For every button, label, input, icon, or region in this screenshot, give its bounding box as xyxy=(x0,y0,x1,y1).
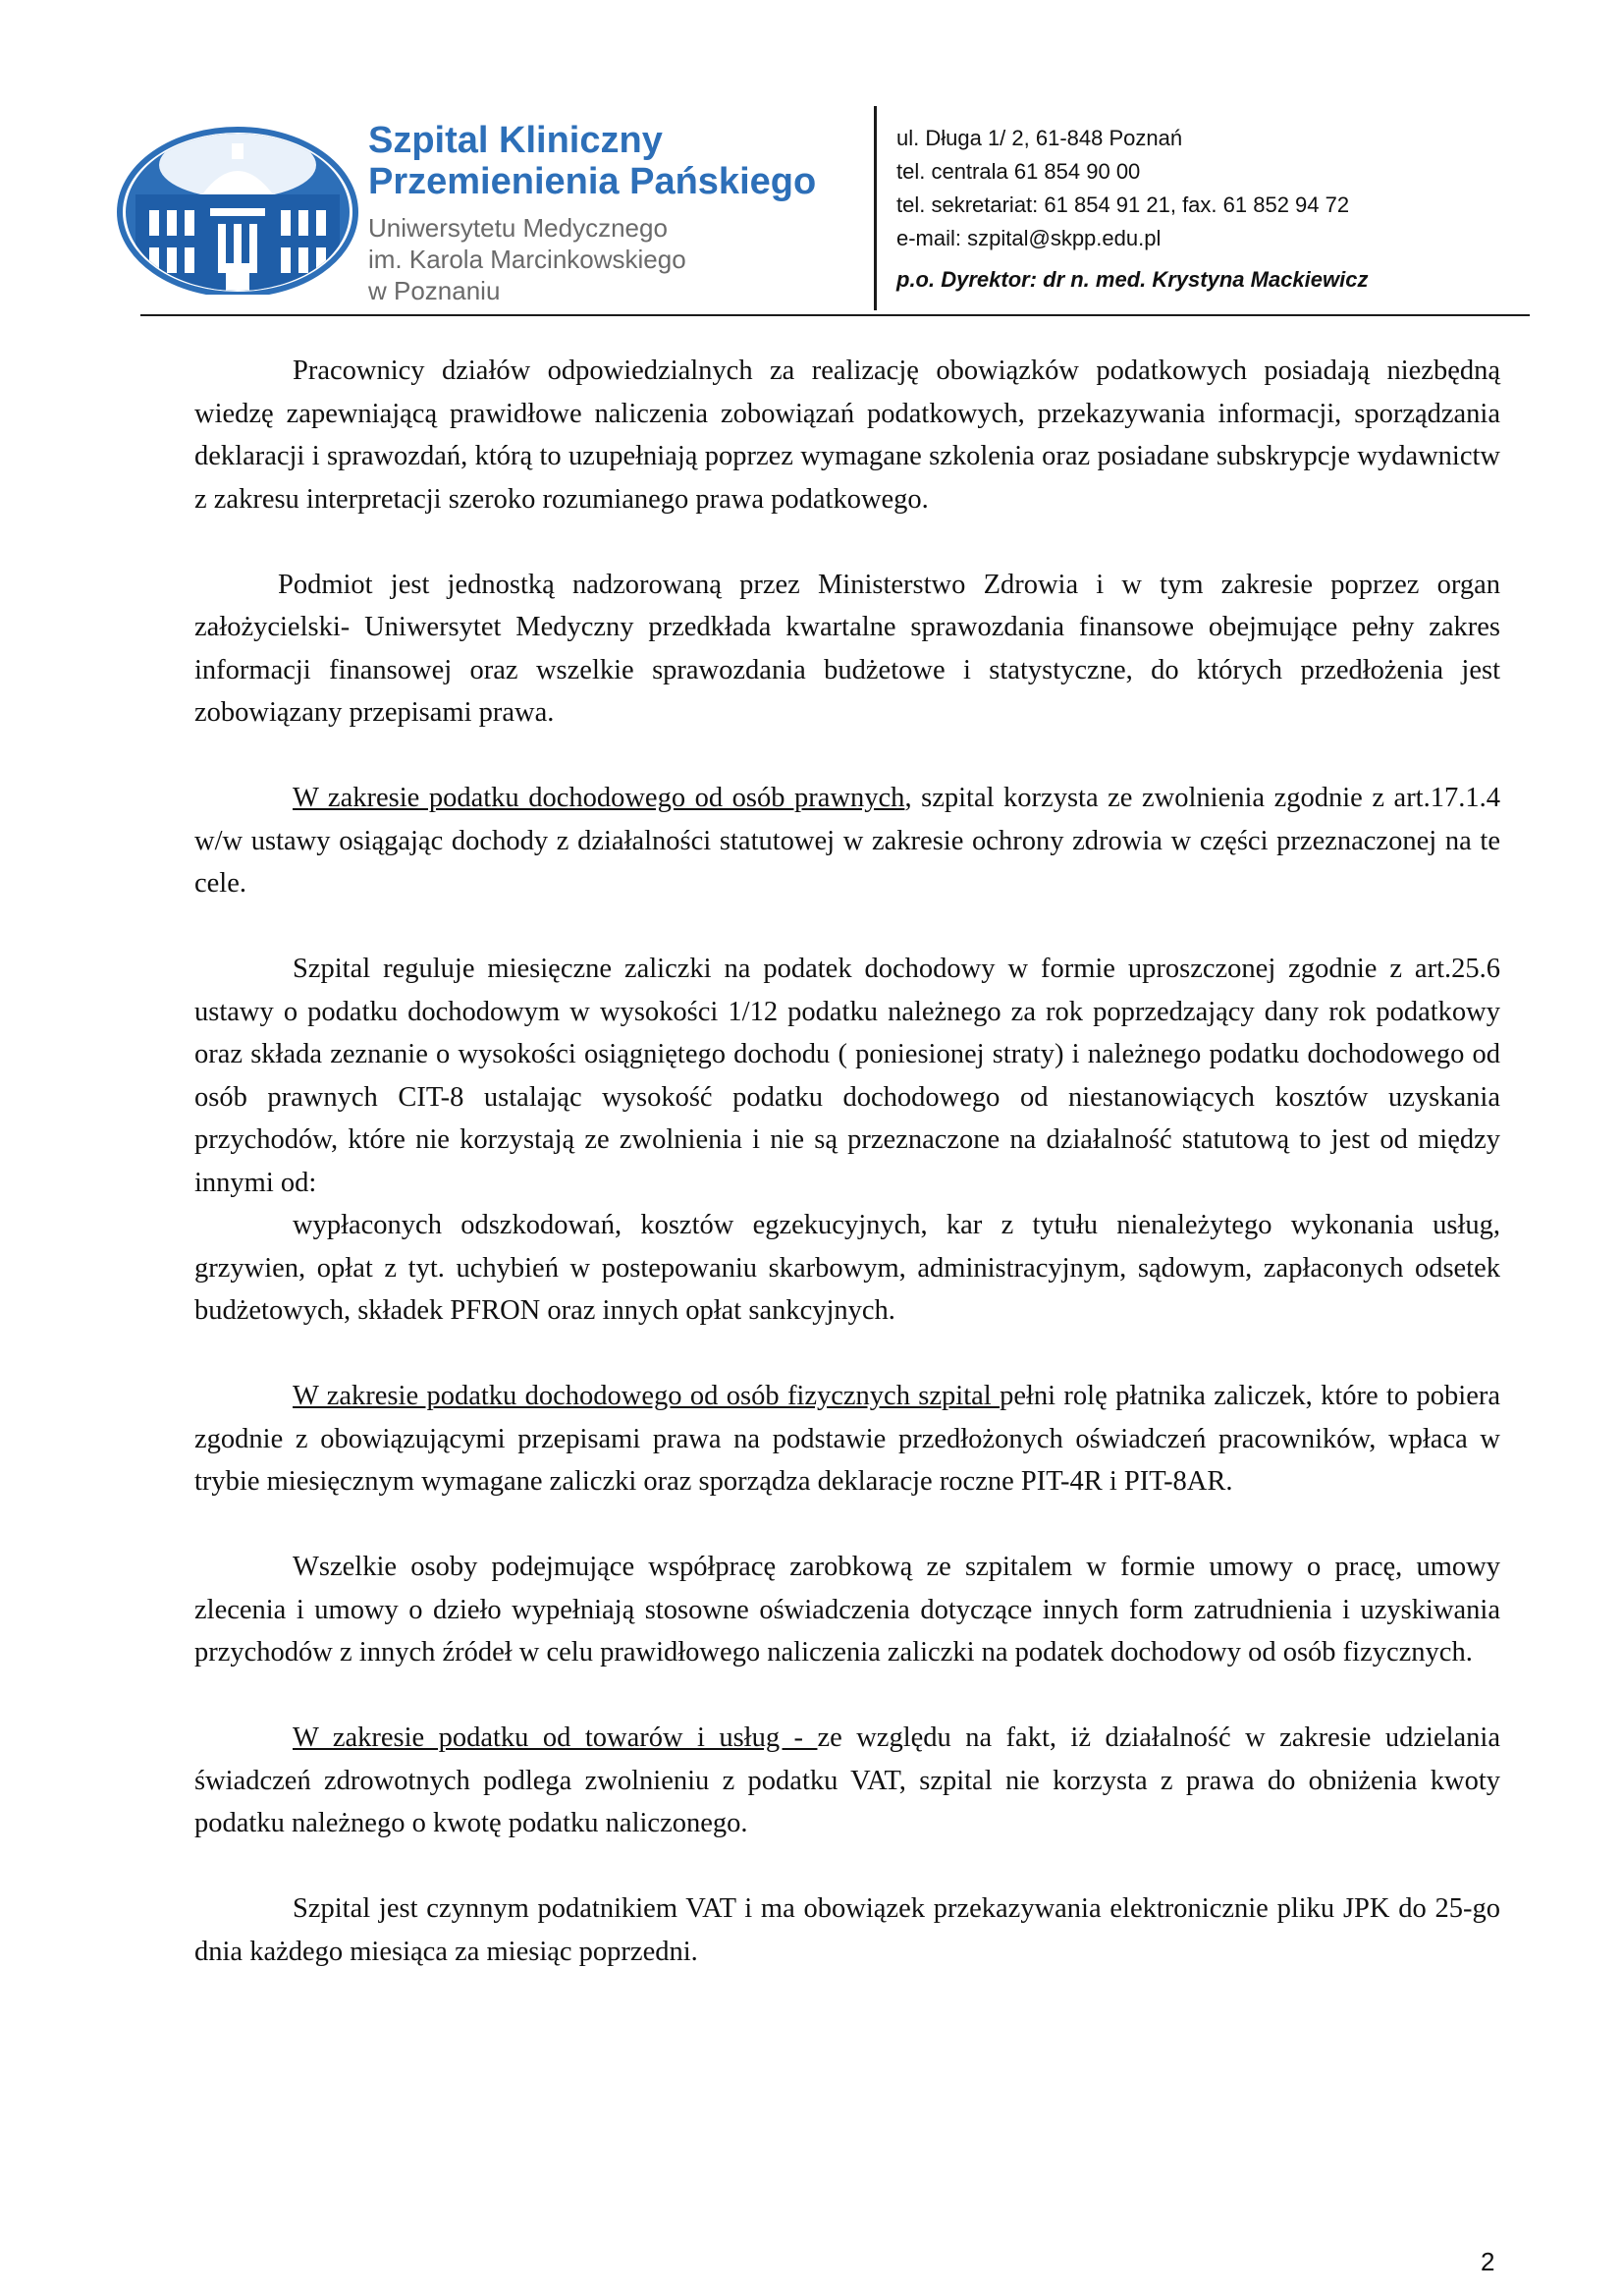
paragraph-declarations: Wszelkie osoby podejmujące współpracę zarobkową ze szpitalem w formie umowy o pracę, umowy zlecenia i umowy o dzieło wypełniają stosowne oświadczenia dotyczące innych form zatrudnienia i uzyskiwania przychodów z innych źródeł w celu prawidłowego naliczenia zaliczki na podatek dochodowy od osób fizycznych. xyxy=(194,1552,1500,1667)
contact-info xyxy=(896,122,1368,297)
page-number: 2 xyxy=(1481,2247,1495,2276)
contact-director: p.o. Dyrektor: dr n. med. Krystyna Mackiewicz xyxy=(896,267,1369,292)
contact-email: e-mail: szpital@skpp.edu.pl xyxy=(896,226,1162,250)
paragraph-pit-text: pełni rolę płatnika zaliczek, które to pobiera zgodnie z obowiązującymi przepisami prawa na podstawie przedłożonych oświadczeń pracowników, wpłaca w trybie miesięcznym wymagane zaliczki oraz sporządza deklaracje roczne PIT-4R i PIT-8AR. xyxy=(194,1381,1500,1497)
contact-address: ul. Długa 1/ 2, 61-848 Poznań xyxy=(896,126,1183,150)
underlined-heading-cit: W zakresie podatku dochodowego od osób prawnych xyxy=(293,783,905,813)
paragraph-vat-text: ze względu na fakt, iż działalność w zakresie udzielania świadczeń zdrowotnych podlega zwolnieniu z podatku VAT, szpital nie korzysta z prawa do obniżenia kwoty podatku należnego o kwotę podatku naliczonego. xyxy=(194,1722,1500,1838)
letterhead xyxy=(0,0,1623,324)
contact-secretariat: tel. sekretariat: 61 854 91 21, fax. 61 852 94 72 xyxy=(896,192,1350,217)
paragraph-nondeductible-list: wypłaconych odszkodowań, kosztów egzekucyjnych, kar z tytułu nienależytego wykonania usług, grzywien, opłat z tyt. uchybień w postepowaniu skarbowym, administracyjnym, sądowym, zapłaconych odsetek budżetowych, składek PFRON oraz innych opłat sankcyjnych. xyxy=(194,1210,1500,1326)
org-name-line1: Szpital Kliniczny xyxy=(368,120,663,161)
org-sub-line1: Uniwersytetu Medycznego xyxy=(368,213,668,243)
paragraph-pit-payer xyxy=(194,1375,1500,1503)
header-vertical-divider xyxy=(874,106,877,310)
contact-phone: tel. centrala 61 854 90 00 xyxy=(896,159,1141,184)
underlined-heading-pit: W zakresie podatku dochodowego od osób fizycznych szpital xyxy=(293,1381,1001,1411)
paragraph-jpk: Szpital jest czynnym podatnikiem VAT i ma obowiązek przekazywania elektronicznie pliku JPK do 25-go dnia każdego miesiąca za miesiąc poprzedni. xyxy=(194,1893,1500,1967)
hospital-building-emblem-icon xyxy=(116,126,359,295)
organization-name-block xyxy=(368,120,816,306)
org-name-line2: Przemienienia Pańskiego xyxy=(368,161,817,202)
paragraph-monthly-advances: Szpital reguluje miesięczne zaliczki na podatek dochodowy w formie uproszczonej zgodnie z art.25.6 ustawy o podatku dochodowym w wysokości 1/12 podatku należnego za rok poprzedzający dany rok podatkowy oraz składa zeznanie o wysokości osiągniętego dochodu ( poniesionej straty) i należnego podatku dochodowego od osób prawnych CIT-8 ustalając wysokość podatku dochodowego od niestanowiących kosztów uzyskania przychodów, które nie korzystają ze zwolnienia i nie są przeznaczone na działalność statutową to jest od między innymi od: xyxy=(194,954,1500,1198)
paragraph-vat-exemption xyxy=(194,1717,1500,1845)
header-horizontal-divider xyxy=(140,314,1530,316)
paragraph-supervision: Podmiot jest jednostką nadzorowaną przez Ministerstwo Zdrowia i w tym zakresie poprzez organ założycielski- Uniwersytet Medyczny przedkłada kwartalne sprawozdania finansowe obejmujące pełny zakres informacji finansowej oraz wszelkie sprawozdania budżetowe i statystyczne, do których przedłożenia jest zobowiązany przepisami prawa. xyxy=(194,569,1500,728)
paragraph-staff-knowledge: Pracownicy działów odpowiedzialnych za realizację obowiązków podatkowych posiadają niezbędną wiedzę zapewniającą prawidłowe naliczenia zobowiązań podatkowych, przekazywania informacji, sporządzania deklaracji i sprawozdań, którą to uzupełniają poprzez wymagane szkolenia oraz posiadane subskrypcje wydawnictw z zakresu interpretacji szeroko rozumianego prawa podatkowego. xyxy=(194,355,1500,515)
document-body xyxy=(194,350,1500,2016)
paragraph-cit-exemption xyxy=(194,777,1500,905)
underlined-heading-vat: W zakresie podatku od towarów i usług - xyxy=(293,1722,818,1753)
org-sub-line2: im. Karola Marcinkowskiego xyxy=(368,245,686,274)
paragraph-cit-text: , szpital korzysta ze zwolnienia zgodnie z art.17.1.4 w/w ustawy osiągając dochody z działalności statutowej w zakresie ochrony zdrowia w części przeznaczonej na te cele. xyxy=(194,783,1500,899)
org-sub-line3: w Poznaniu xyxy=(368,276,501,305)
